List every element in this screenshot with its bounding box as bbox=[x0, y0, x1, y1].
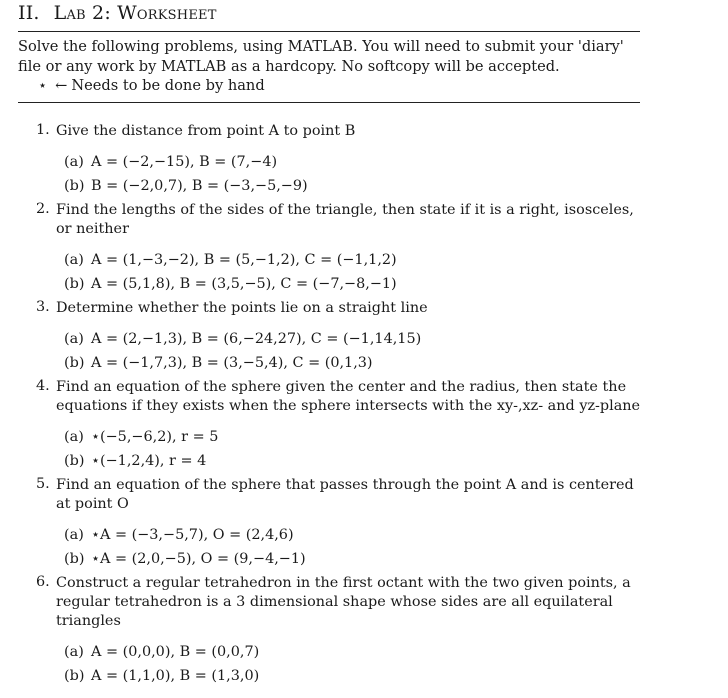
problem-text: Determine whether the points lie on a straight line bbox=[56, 300, 428, 316]
legend-text: Needs to be done by hand bbox=[71, 77, 265, 94]
part-label: (b) bbox=[64, 453, 85, 469]
problem-text: Construct a regular tetrahedron in the first octant with the two given points, a regular tetrahedron is a 3 dimensional shape whose sides are all equilateral triangles bbox=[56, 575, 631, 629]
part-a bbox=[64, 643, 642, 662]
part-label: (b) bbox=[64, 355, 85, 371]
part-math: A = (−2,−15), B = (7,−4) bbox=[91, 154, 278, 170]
part-label: (a) bbox=[64, 527, 84, 543]
top-rule bbox=[18, 31, 640, 32]
part-label: (b) bbox=[64, 551, 85, 567]
problem-parts bbox=[56, 428, 642, 471]
problem-number: 5. bbox=[36, 476, 50, 492]
part-b bbox=[64, 275, 642, 294]
part-b bbox=[64, 354, 642, 373]
part-b bbox=[64, 550, 642, 569]
instructions bbox=[18, 37, 642, 96]
problem-text: Give the distance from point A to point B bbox=[56, 123, 356, 139]
part-a bbox=[64, 526, 642, 545]
part-label: (a) bbox=[64, 252, 84, 268]
instructions-text: Solve the following problems, using MATLAB. You will need to submit your 'diary' file or any work by MATLAB as a hardcopy. No softcopy will be accepted. bbox=[18, 38, 624, 75]
problem-3 bbox=[36, 299, 642, 373]
part-b bbox=[64, 177, 642, 196]
part-label: (b) bbox=[64, 668, 85, 684]
section-heading bbox=[18, 2, 217, 24]
part-b bbox=[64, 452, 642, 471]
part-math: ⋆(−1,2,4), r = 4 bbox=[91, 453, 207, 469]
problem-number: 2. bbox=[36, 201, 50, 217]
problem-5 bbox=[36, 476, 642, 569]
problem-parts bbox=[56, 330, 642, 373]
part-label: (b) bbox=[64, 276, 85, 292]
problem-6 bbox=[36, 574, 642, 686]
bottom-rule bbox=[18, 102, 640, 103]
problem-1 bbox=[36, 122, 642, 196]
part-math: A = (−1,7,3), B = (3,−5,4), C = (0,1,3) bbox=[91, 355, 373, 371]
part-math: ⋆A = (−3,−5,7), O = (2,4,6) bbox=[91, 527, 294, 543]
problem-number: 1. bbox=[36, 122, 50, 138]
part-math: A = (1,−3,−2), B = (5,−1,2), C = (−1,1,2) bbox=[91, 252, 397, 268]
star-icon: ⋆ bbox=[38, 77, 48, 94]
part-math: ⋆A = (2,0,−5), O = (9,−4,−1) bbox=[91, 551, 306, 567]
part-math: A = (2,−1,3), B = (6,−24,27), C = (−1,14,15) bbox=[91, 331, 422, 347]
part-math: B = (−2,0,7), B = (−3,−5,−9) bbox=[91, 178, 308, 194]
part-a bbox=[64, 428, 642, 447]
problem-4 bbox=[36, 378, 642, 471]
problem-text: Find the lengths of the sides of the triangle, then state if it is a right, isosceles, or neither bbox=[56, 202, 634, 237]
problem-text: Find an equation of the sphere that passes through the point A and is centered at point O bbox=[56, 477, 634, 512]
problem-parts bbox=[56, 251, 642, 294]
part-a bbox=[64, 251, 642, 270]
problem-list bbox=[36, 122, 642, 691]
hand-legend bbox=[18, 76, 642, 96]
part-label: (a) bbox=[64, 429, 84, 445]
problem-number: 3. bbox=[36, 299, 50, 315]
part-label: (b) bbox=[64, 178, 85, 194]
problem-number: 4. bbox=[36, 378, 50, 394]
section-number: II. bbox=[18, 2, 40, 24]
problem-parts bbox=[56, 643, 642, 686]
problem-text: Find an equation of the sphere given the center and the radius, then state the equations if they exists when the sphere intersects with the xy-,xz- and yz-plane bbox=[56, 379, 641, 414]
section-title: Lab 2: Worksheet bbox=[53, 2, 217, 24]
part-label: (a) bbox=[64, 644, 84, 660]
part-math: A = (5,1,8), B = (3,5,−5), C = (−7,−8,−1) bbox=[91, 276, 397, 292]
part-label: (a) bbox=[64, 331, 84, 347]
left-arrow-icon: ← bbox=[55, 77, 68, 94]
problem-number: 6. bbox=[36, 574, 50, 590]
part-math: ⋆(−5,−6,2), r = 5 bbox=[91, 429, 219, 445]
part-math: A = (1,1,0), B = (1,3,0) bbox=[91, 668, 260, 684]
part-math: A = (0,0,0), B = (0,0,7) bbox=[91, 644, 260, 660]
part-label: (a) bbox=[64, 154, 84, 170]
part-a bbox=[64, 330, 642, 349]
part-b bbox=[64, 667, 642, 686]
problem-parts bbox=[56, 526, 642, 569]
part-a bbox=[64, 153, 642, 172]
problem-2 bbox=[36, 201, 642, 294]
problem-parts bbox=[56, 153, 642, 196]
